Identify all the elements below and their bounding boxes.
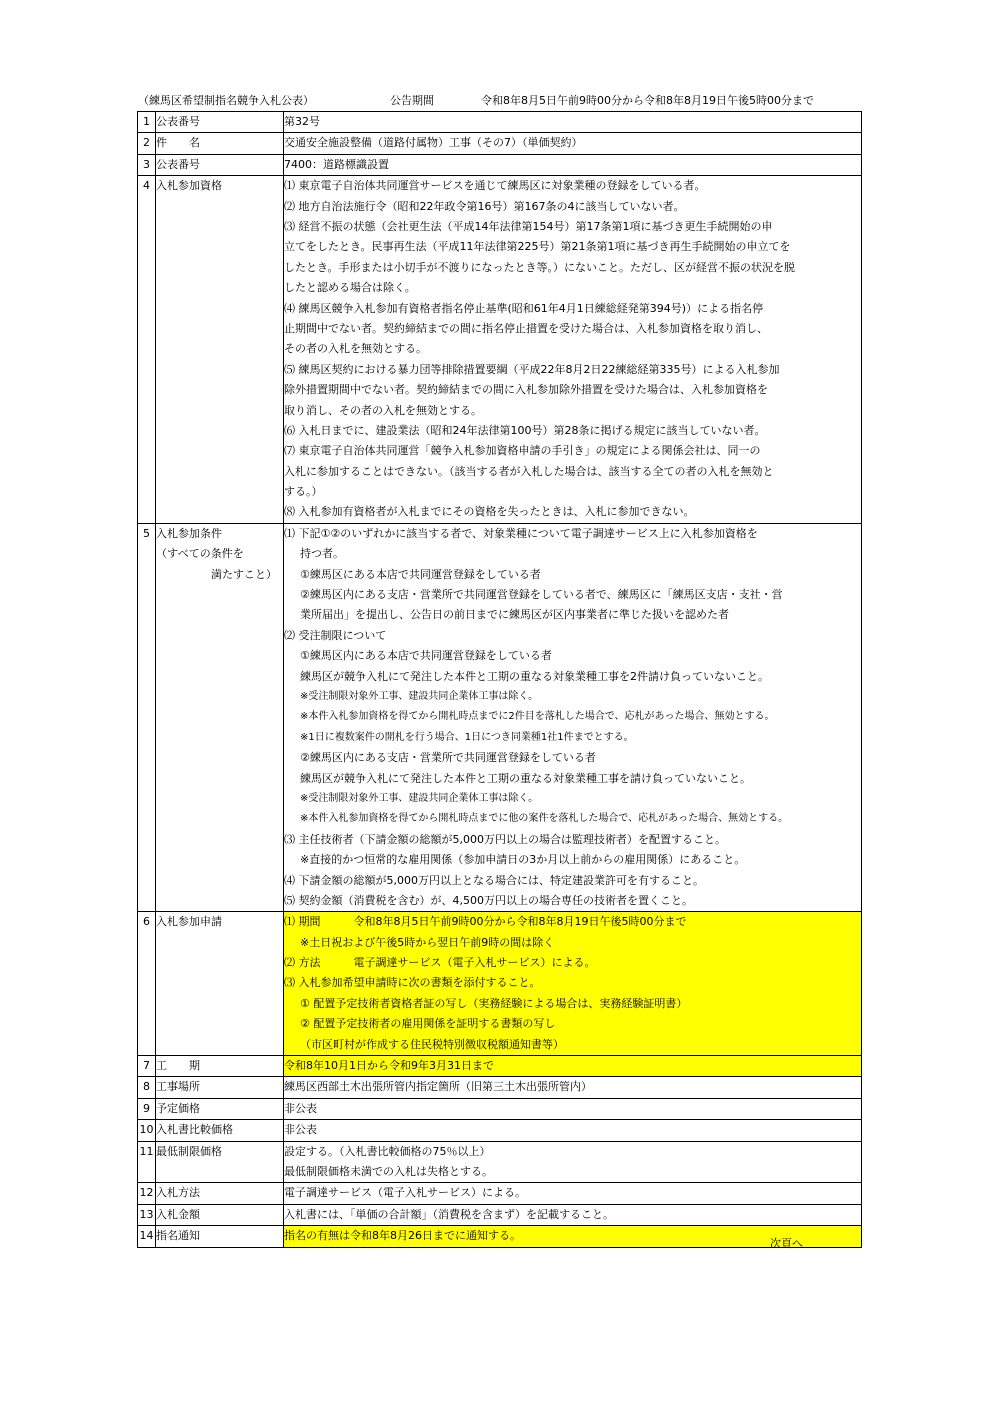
row-number: 1: [138, 112, 156, 133]
table-row: [138, 523, 862, 911]
row-number: 2: [138, 133, 156, 154]
table-row: [138, 176, 862, 524]
header-period: 令和8年8月5日午前9時00分から令和8年8月19日午後5時00分まで: [481, 94, 814, 107]
document-header: [138, 93, 838, 109]
row-content: [284, 154, 862, 175]
row-number: 11: [138, 1141, 156, 1183]
header-title: （練馬区希望制指名競争入札公表）: [138, 94, 314, 107]
content-line: 練馬区が競争入札にて発注した本件と工期の重なる対象業種工事を2件請け負っていないこと。: [300, 669, 769, 683]
row-label: 指名通知: [156, 1226, 284, 1247]
row-label-line: （すべての条件を: [156, 547, 244, 561]
row-content: [284, 1098, 862, 1119]
row-label: 予定価格: [156, 1098, 284, 1119]
content-line: ※直接的かつ恒常的な雇用関係（参加申請日の3か月以上前からの雇用関係）にあること。: [300, 853, 746, 867]
content-line: ⑶ 経営不振の状態（会社更生法（平成14年法律第154号）第17条第1項に基づき更生手続開始の申: [284, 220, 773, 233]
content-line: ⑶ 入札参加希望申請時に次の書類を添付すること。: [284, 976, 541, 990]
row-label: 公表番号: [156, 112, 284, 133]
content-line: 電子調達サービス（電子入札サービス）による。: [284, 1186, 526, 1200]
content-line: ※受注制限対象外工事、建設共同企業体工事は除く。: [300, 690, 539, 702]
row-number: 8: [138, 1077, 156, 1098]
row-label: [156, 523, 284, 911]
content-line: ⑶ 主任技術者（下請金額の総額が5,000万円以上の場合は監理技術者）を配置すること。: [284, 832, 726, 846]
content-line: ※本件入札参加資格を得てから開札時点までに2件目を落札した場合で、応札があった場合、無効とする。: [300, 711, 775, 723]
row-number: 7: [138, 1056, 156, 1077]
row-number: 14: [138, 1226, 156, 1247]
content-line: ①練馬区にある本店で共同運営登録をしている者: [300, 567, 541, 581]
content-line: ⑷ 下請金額の総額が5,000万円以上となる場合には、特定建設業許可を有すること。: [284, 873, 704, 887]
table-row: [138, 1204, 862, 1225]
content-line: ⑵ 方法 電子調達サービス（電子入札サービス）による。: [284, 956, 596, 970]
row-number: 13: [138, 1204, 156, 1225]
content-line: ⑵ 地方自治法施行令（昭和22年政令第16号）第167条の4に該当していない者。: [284, 199, 685, 213]
content-line: ② 配置予定技術者の雇用関係を証明する書類の写し: [300, 1017, 556, 1031]
row-label: 入札参加申請: [156, 912, 284, 1056]
content-line: 除外措置期間中でない者。契約締結までの間に入札参加除外措置を受けた場合は、入札参加資格を: [284, 383, 768, 397]
content-line: 非公表: [284, 1101, 317, 1115]
content-line: ⑻ 入札参加有資格者が入札までにその資格を失ったときは、入札に参加できない。: [284, 505, 695, 519]
content-line: （市区町村が作成する住民税特別徴収税額通知書等）: [300, 1037, 564, 1051]
row-number: 9: [138, 1098, 156, 1119]
content-line: ⑸ 契約金額（消費税を含む）が、4,500万円以上の場合専任の技術者を置くこと。: [284, 893, 693, 907]
content-line: する。）: [284, 485, 323, 499]
content-line: したとき。手形または小切手が不渡りになったとき等。）にないこと。ただし、区が経営不振の状況を脱: [284, 260, 796, 274]
content-line: ※受注制限対象外工事、建設共同企業体工事は除く。: [300, 792, 539, 804]
row-number: 4: [138, 176, 156, 524]
row-number: 3: [138, 154, 156, 175]
row-label: 公表番号: [156, 154, 284, 175]
content-line: 設定する。（入札書比較価格の75％以上）: [284, 1144, 491, 1158]
content-line: ②練馬区内にある支店・営業所で共同運営登録をしている者: [300, 751, 596, 765]
row-content: [284, 1204, 862, 1225]
content-line: 入札書には、「単価の合計額」（消費税を含まず）を記載すること。: [284, 1207, 614, 1221]
content-line: 最低制限価格未満での入札は失格とする。: [284, 1165, 493, 1179]
content-line: ⑴ 期間 令和8年8月5日午前9時00分から令和8年8月19日午後5時00分まで: [284, 915, 687, 929]
content-line: 立てをしたとき。民事再生法（平成11年法律第225号）第21条第1項に基づき再生手続開始の申立てを: [284, 240, 791, 254]
row-content: [284, 1077, 862, 1098]
row-label: 最低制限価格: [156, 1141, 284, 1183]
next-page-note: 次頁へ: [770, 1237, 803, 1250]
content-line: したと認める場合は除く。: [284, 281, 416, 295]
content-line: 練馬区西部土木出張所管内指定箇所（旧第三土木出張所管内）: [284, 1080, 592, 1094]
content-line: 入札に参加することはできない。（該当する者が入札した場合は、該当する全ての者の入札を無効と: [284, 464, 774, 478]
row-label: 入札金額: [156, 1204, 284, 1225]
content-line: ① 配置予定技術者資格者証の写し（実務経験による場合は、実務経験証明書）: [300, 996, 688, 1010]
table-row: [138, 1226, 862, 1247]
content-line: ⑴ 東京電子自治体共同運営サービスを通じて練馬区に対象業種の登録をしている者。: [284, 179, 706, 193]
content-line: 業所届出」を提出し、公告日の前日までに練馬区が区内事業者に準じた扱いを認めた者: [300, 608, 729, 622]
row-label-line: 入札参加条件: [156, 526, 222, 540]
content-line: 第32号: [284, 115, 320, 128]
row-content: [284, 1120, 862, 1141]
table-row: [138, 1056, 862, 1077]
content-line: 非公表: [284, 1123, 317, 1137]
row-number: 12: [138, 1183, 156, 1204]
row-number: 6: [138, 912, 156, 1056]
content-line: 持つ者。: [300, 547, 344, 561]
row-label: 工事場所: [156, 1077, 284, 1098]
row-content-highlighted: [284, 1056, 862, 1077]
table-row: [138, 1183, 862, 1204]
table-row: [138, 1077, 862, 1098]
content-line: ※土日祝および午後5時から翌日午前9時の間は除く: [300, 935, 555, 949]
row-label: 工 期: [156, 1056, 284, 1077]
content-line: 交通安全施設整備（道路付属物）工事（その7）（単価契約）: [284, 136, 583, 150]
row-label: 入札方法: [156, 1183, 284, 1204]
header-period-label: 公告期間: [390, 94, 434, 107]
row-number: 10: [138, 1120, 156, 1141]
row-content: [284, 523, 862, 911]
announcement-table: [137, 111, 862, 1248]
content-line: 練馬区が競争入札にて発注した本件と工期の重なる対象業種工事を請け負っていないこと。: [300, 771, 751, 785]
row-label: 件 名: [156, 133, 284, 154]
table-row: [138, 1098, 862, 1119]
content-line: 止期間中でない者。契約締結までの間に指名停止措置を受けた場合は、入札参加資格を取り消し、: [284, 321, 768, 335]
row-content: [284, 1141, 862, 1183]
content-line: ①練馬区内にある本店で共同運営登録をしている者: [300, 649, 552, 663]
table-row: [138, 1141, 862, 1183]
row-content: [284, 1183, 862, 1204]
row-label-line: 満たすこと）: [211, 567, 277, 581]
content-line: 令和8年10月1日から令和9年3月31日まで: [284, 1059, 494, 1073]
row-number: 5: [138, 523, 156, 911]
content-line: ⑹ 入札日までに、建設業法（昭和24年法律第100号）第28条に掲げる規定に該当していない者。: [284, 423, 766, 437]
content-line: ⑴ 下記①②のいずれかに該当する者で、対象業種について電子調達サービス上に入札参加資格を: [284, 526, 758, 540]
table-row: [138, 133, 862, 154]
content-line: その者の入札を無効とする。: [284, 342, 427, 356]
table-row: [138, 1120, 862, 1141]
content-line: ※1日に複数案件の開札を行う場合、1日につき同業種1社1件までとする。: [300, 731, 634, 743]
row-content: [284, 112, 862, 133]
content-line: 取り消し、その者の入札を無効とする。: [284, 403, 482, 417]
content-line: ※本件入札参加資格を得てから開札時点までに他の案件を落札した場合で、応札があった場合、無効とする。: [300, 813, 789, 825]
content-line: ⑷ 練馬区競争入札参加有資格者指名停止基準(昭和61年4月1日練総経発第394号)）による指名停: [284, 301, 764, 315]
table-row: [138, 154, 862, 175]
content-line: ⑵ 受注制限について: [284, 628, 387, 642]
row-content: [284, 176, 862, 524]
content-line: ⑸ 練馬区契約における暴力団等排除措置要綱（平成22年8月2日22練総経第335号）による入札参加: [284, 362, 780, 376]
content-line: 指名の有無は令和8年8月26日までに通知する。: [284, 1229, 521, 1243]
row-content: [284, 133, 862, 154]
content-line: ⑺ 東京電子自治体共同運営「競争入札参加資格申請の手引き」の規定による関係会社は、同一の: [284, 444, 761, 458]
table-row: [138, 112, 862, 133]
content-line: ②練馬区内にある支店・営業所で共同運営登録をしている者で、練馬区に「練馬区支店・支社・営: [300, 588, 783, 602]
row-label: 入札書比較価格: [156, 1120, 284, 1141]
row-content-highlighted: [284, 912, 862, 1056]
row-label: 入札参加資格: [156, 176, 284, 524]
content-line: 7400：道路標識設置: [284, 157, 389, 171]
table-row: [138, 912, 862, 1056]
